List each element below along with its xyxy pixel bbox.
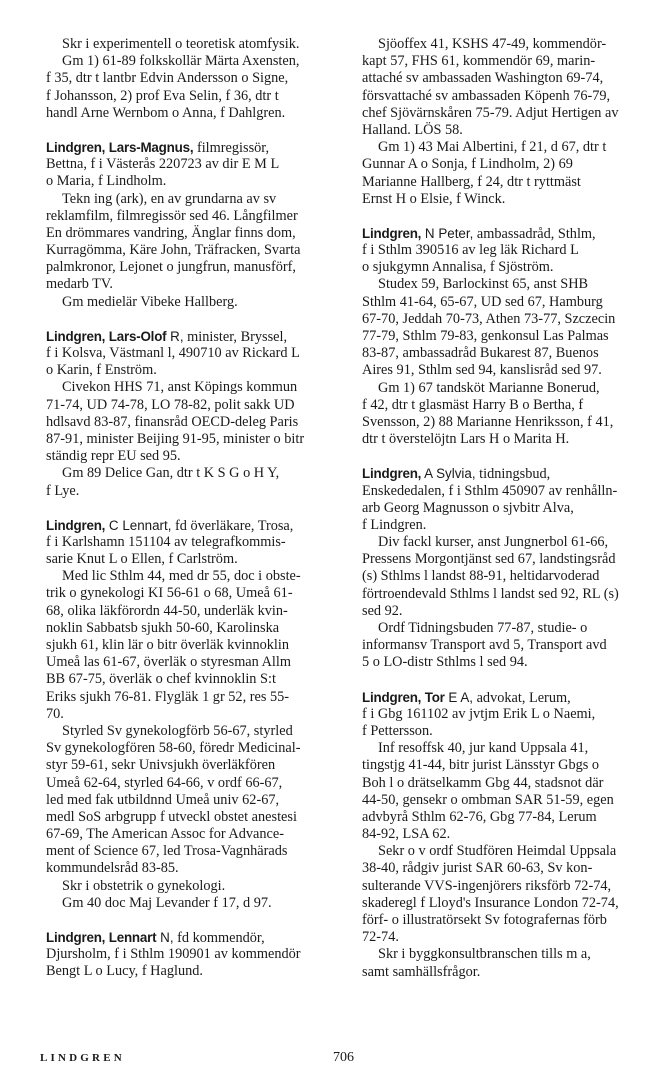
text-line: Enskededalen, f i Sthlm 450907 av renhålln- (362, 482, 618, 499)
text-line: handl Arne Wernbom o Anna, f Dahlgren. (46, 104, 286, 121)
text-line: reklamfilm, filmregissör sed 46. Långfilmer (46, 207, 298, 224)
text-line: medl SoS arbgrupp f utveckl obstet anestesi (46, 808, 297, 825)
page-number: 706 (333, 1050, 354, 1065)
text-line: Sjöoffex 41, KSHS 47-49, kommendör- (378, 36, 607, 52)
entry-occupation: fd överläkare, Trosa, (171, 517, 294, 534)
entry-first-line (362, 465, 658, 482)
text-line: Inf resoffsk 40, jur kand Uppsala 41, (378, 740, 589, 757)
text-line: f i Kolsva, Västmanl l, 490710 av Rickard L (46, 345, 300, 361)
biography-entry (362, 465, 658, 671)
text-line: Gm 1) 61-89 folkskollär Märta Axensten, (62, 53, 300, 70)
biography-entry (362, 225, 658, 448)
text-line: 67-70, Jeddah 70-73, Athen 73-77, Szczecin (362, 310, 616, 327)
text-line: försvattaché sv ambassaden Köpenh 76-79, (362, 87, 611, 104)
text-line: f i Karlshamn 151104 av telegrafkommis- (46, 533, 286, 550)
text-line: Studex 59, Barlockinst 65, anst SHB (378, 276, 589, 293)
text-line: hdlsavd 83-87, finansråd OECD-deleg Paris (46, 413, 299, 430)
text-line: advbyrå Sthlm 62-76, Gbg 77-84, Lerum (362, 808, 597, 825)
text-line: 67-69, The American Assoc for Advance- (46, 826, 284, 843)
text-line: ständig repr EU sed 95. (46, 448, 181, 465)
entry-first-line (46, 139, 338, 156)
entry-headword: Lindgren, Lars-Magnus, (46, 139, 194, 155)
text-line: Umeå 62-64, styrled 64-66, v ordf 66-67, (46, 774, 283, 791)
entry-given-names: N Peter, (421, 225, 474, 241)
text-line: f i Gbg 161102 av jvtjm Erik L o Naemi, (362, 705, 596, 722)
text-line: Pressens Morgontjänst sed 67, landstingsråd (362, 551, 616, 568)
text-line: Eriks sjukh 76-81. Flygläk 1 gr 52, res 55- (46, 688, 290, 705)
left-column (46, 36, 338, 981)
text-line: (s) Sthlms l landst 88-91, heltidarvoderad (362, 568, 600, 585)
text-line: Skr i experimentell o teoretisk atomfysik. (62, 36, 300, 52)
text-line: En drömmares vandring, Änglar finns dom, (46, 224, 296, 241)
text-line: f i Sthlm 390516 av leg läk Richard L (362, 242, 579, 259)
biography-entry (46, 139, 338, 311)
text-line: ment of Science 67, led Trosa-Vagnhärads (46, 843, 288, 860)
entry-first-line (362, 225, 658, 242)
text-line: o Maria, f Lindholm. (46, 173, 167, 190)
text-line: förtroendevald Sthlms l landst sed 92, RL (s) (362, 585, 619, 602)
entry-occupation: minister, Bryssel, (183, 328, 288, 345)
text-line: Gm 1) 67 tandsköt Marianne Bonerud, (378, 379, 600, 396)
text-line: Halland. LÖS 58. (362, 121, 463, 138)
text-line: arb Georg Magnusson o sjvbitr Alva, (362, 499, 574, 516)
entry-headword: Lindgren, Tor (362, 689, 445, 705)
text-line: Bengt L o Lucy, f Haglund. (46, 963, 203, 980)
text-line: Djursholm, f i Sthlm 190901 av kommendör (46, 946, 301, 963)
text-line: kapt 57, FHS 61, kommendör 69, marin- (362, 53, 596, 70)
text-line: Gm 89 Delice Gan, dtr t K S G o H Y, (62, 465, 280, 482)
entry-occupation: ambassadråd, Sthlm, (473, 225, 596, 242)
entry-given-names: N, (156, 930, 174, 945)
text-line: Skr i byggkonsultbranschen tills m a, (378, 946, 591, 963)
entry-headword: Lindgren, Lennart (46, 930, 157, 945)
text-line: attaché sv ambassaden Washington 69-74, (362, 70, 604, 87)
text-line: Sthlm 41-64, 65-67, UD sed 67, Hamburg (362, 293, 603, 310)
entry-occupation: filmregissör, (193, 139, 270, 156)
entry-headword: Lindgren, (362, 466, 422, 482)
text-line: 87-91, minister Beijing 91-95, minister o bitr (46, 430, 305, 447)
text-line: Aires 91, Sthlm sed 94, kanslisråd sed 97. (362, 362, 602, 379)
text-line: sed 92. (362, 602, 403, 619)
text-line: Gunnar A o Sonja, f Lindholm, 2) 69 (362, 156, 573, 173)
text-line: Kurragömma, Käre John, Träfracken, Svarta (46, 242, 301, 259)
text-line: Ernst H o Elsie, f Winck. (362, 190, 506, 207)
entry-given-names: A Sylvia, (421, 466, 476, 482)
text-line: f 35, dtr t lantbr Edvin Andersson o Signe, (46, 70, 289, 87)
text-line: 38-40, rådgiv jurist SAR 60-63, Sv kon- (362, 860, 593, 877)
biography-entry (362, 689, 658, 981)
text-line: 68, olika läkförordn 44-50, underläk kvin- (46, 602, 288, 619)
entry-headword: Lindgren, (362, 225, 422, 241)
text-line: sulterande VVS-ingenjörers riksförb 72-74, (362, 877, 612, 894)
text-line: 71-74, UD 74-78, LO 78-82, polit sakk UD (46, 396, 295, 413)
text-line: 83-87, ambassadråd Bukarest 87, Buenos (362, 345, 599, 362)
text-line: chef Sjövärnskåren 75-79. Adjut Hertigen av (362, 104, 619, 121)
text-line: f 42, dtr t glasmäst Harry B o Bertha, f (362, 396, 584, 413)
text-line: 77-79, Sthlm 79-83, genkonsul Las Palmas (362, 328, 609, 344)
text-line: 84-92, LSA 62. (362, 826, 451, 843)
text-line: tingstjg 41-44, bitr jurist Länsstyr Gbgs o (362, 757, 600, 774)
text-line: Gm 40 doc Maj Levander f 17, d 97. (62, 894, 272, 911)
text-line: medarb TV. (46, 276, 113, 293)
biography-entry (46, 517, 338, 912)
biography-entry (362, 36, 658, 208)
text-line: dtr t överstelöjtn Lars H o Marita H. (362, 431, 570, 448)
text-line: Svensson, 2) 88 Marianne Henriksson, f 41, (362, 413, 614, 430)
biography-entry (46, 929, 338, 981)
entry-first-line (46, 517, 338, 534)
right-column (362, 36, 658, 981)
text-line: 72-74. (362, 929, 399, 946)
text-line: o Karin, f Enström. (46, 362, 157, 379)
entry-occupation: fd kommendör, (173, 930, 265, 946)
text-line: o sjukgymn Annalisa, f Sjöström. (362, 259, 554, 276)
text-line: Skr i obstetrik o gynekologi. (62, 877, 226, 894)
text-line: Med lic Sthlm 44, med dr 55, doc i obste- (62, 568, 301, 585)
text-line: Bettna, f i Västerås 220723 av dir E M L (46, 156, 280, 173)
text-line: Div fackl kurser, anst Jungnerbol 61-66, (378, 534, 609, 551)
text-line: skaderegl f Lloyd's Insurance London 72-74, (362, 894, 619, 911)
text-line: Civekon HHS 71, anst Köpings kommun (62, 379, 298, 396)
text-line: kommundelsråd 83-85. (46, 860, 179, 877)
running-head: LINDGREN (40, 1052, 125, 1064)
entry-occupation: tidningsbud, (475, 466, 551, 483)
text-line: f Lindgren. (362, 516, 427, 533)
text-line: 70. (46, 705, 64, 722)
text-line: palmkronor, Lejonet o jungfrun, manusförf, (46, 259, 296, 276)
entry-given-names: R, (166, 328, 184, 344)
text-line: trik o gynekologi KI 56-61 o 68, Umeå 61- (46, 585, 293, 602)
text-line: noklin Sabbatsb sjukh 50-60, Karolinska (46, 619, 280, 636)
entry-headword: Lindgren, (46, 517, 106, 533)
entry-given-names: E A, (444, 689, 473, 705)
text-line: Tekn ing (ark), en av grundarna av sv (62, 190, 277, 207)
text-line: Gm medielär Vibeke Hallberg. (62, 293, 238, 310)
text-line: styr 59-61, sekr Univsjukh överläkfören (46, 757, 276, 774)
text-line: Sv gynekologfören 58-60, föredr Medicinal- (46, 740, 301, 757)
entry-first-line (362, 689, 658, 706)
text-line: Umeå las 61-67, överläk o styresman Allm (46, 654, 291, 671)
text-line: 44-50, gensekr o ombman SAR 51-59, egen (362, 791, 614, 808)
text-line: BB 67-75, överläk o chef kvinnoklin S:t (46, 671, 276, 688)
entry-first-line (46, 929, 338, 946)
entry-first-line (46, 328, 338, 345)
text-line: informansv Transport avd 5, Transport avd (362, 637, 607, 654)
entry-given-names: C Lennart, (105, 517, 172, 533)
text-line: f Pettersson. (362, 722, 433, 739)
text-line: led med fak utbildnnd Umeå univ 62-67, (46, 791, 280, 808)
entry-occupation: advokat, Lerum, (473, 689, 571, 706)
text-line: sjukh 61, klin lär o bitr överläk kvinnoklin (46, 637, 290, 653)
text-line: Gm 1) 43 Mai Albertini, f 21, d 67, dtr t (378, 139, 607, 156)
text-line: sarie Knut L o Ellen, f Carlström. (46, 551, 238, 568)
biography-entry (46, 328, 338, 500)
text-line: samt samhällsfrågor. (362, 963, 481, 980)
text-line: Boh l o drätselkamm Gbg 44, stadsnot där (362, 774, 604, 791)
text-line: Sekr o v ordf Studfören Heimdal Uppsala (378, 843, 617, 860)
text-line: f Lye. (46, 482, 80, 499)
text-line: f Johansson, 2) prof Eva Selin, f 36, dtr t (46, 87, 279, 104)
text-line: 5 o LO-distr Sthlms l sed 94. (362, 654, 528, 671)
entry-headword: Lindgren, Lars-Olof (46, 328, 167, 344)
text-line: förf- o illustratörsekt Sv fotografernas förb (362, 912, 607, 928)
text-line: Ordf Tidningsbuden 77-87, studie- o (378, 620, 588, 636)
text-line: Marianne Hallberg, f 24, dtr t ryttmäst (362, 173, 581, 190)
text-line: Styrled Sv gynekologförb 56-67, styrled (62, 722, 293, 739)
biography-entry (46, 36, 338, 122)
